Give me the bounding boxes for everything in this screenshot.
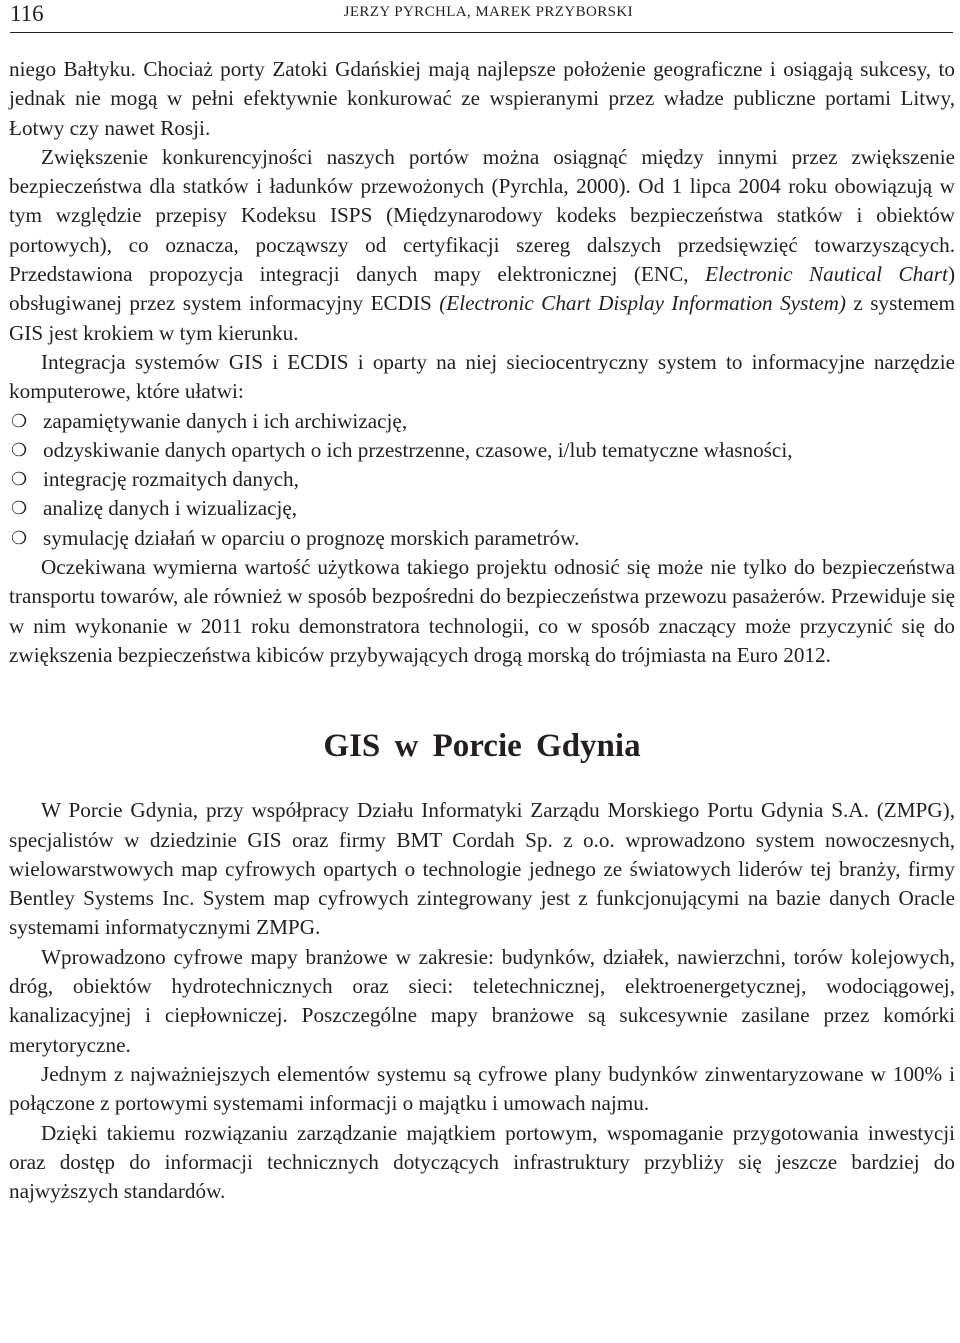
page-header [10, 0, 953, 33]
list-item [9, 465, 955, 494]
paragraph-text: Zwiększenie konkurencyjności naszych portów można osiągnąć między innymi przez zwiększenie bezpieczeństwa dla statków i ładunków przewożonych (Pyrchla, 2000). Od 1 lipca 2004 roku obowiązują w tym względzie przepisy Kodeksu ISPS (Międzynarodowy kodeks bezpieczeństwa statków i obiektów portowych), co oznacza, począwszy od certyfikacji szereg dalszych przedsięwzięć towarzyszących. Przedstawiona propozycja integracji danych mapy elektronicznej (ENC, [9, 144, 955, 287]
feature-list [9, 407, 955, 553]
paragraph-integration: Integracja systemów GIS i ECDIS i oparty na niej sieciocentryczny system to informacyjne narzędzie komputerowe, które ułatwi: [9, 349, 955, 404]
paragraph-gdynia-system: W Porcie Gdynia, przy współpracy Działu Informatyki Zarządu Morskiego Portu Gdynia S.A. (ZMPG), specjalistów w dziedzinie GIS oraz firmy BMT Cordah Sp. z o.o. wprowadzono system nowoczesnych, wielowarstwowych map cyfrowych opartych o technologie jednego ze światowych liderów tej branży, firmy Bentley Systems Inc. System map cyfrowych zintegrowany jest z funkcjonującymi na bazie danych Oracle systemami informatycznymi ZMPG. [9, 798, 955, 940]
list-item-text: integrację rozmaitych danych, [43, 467, 299, 492]
paragraph-building-plans: Jednym z najważniejszych elementów systemu są cyfrowe plany budynków zinwentaryzowane w 100% i połączone z portowymi systemami informacji o majątku i umowach najmu. [9, 1061, 955, 1116]
list-item [9, 494, 955, 523]
list-item-text: analizę danych i wizualizację, [43, 496, 298, 521]
bullet-icon: ❍ [11, 439, 28, 461]
paragraph-text: ) obsługiwanej przez system informacyjny ECDIS [9, 262, 955, 316]
list-item [9, 524, 955, 553]
page-number: 116 [10, 1, 44, 26]
bullet-icon: ❍ [11, 498, 28, 520]
running-head-authors: JERZY PYRCHLA, MAREK PRZYBORSKI [343, 4, 633, 20]
paragraph-competitiveness [9, 143, 955, 348]
paragraph-expected-value: Oczekiwana wymierna wartość użytkowa takiego projektu odnosić się może nie tylko do bezpieczeństwa transportu towarów, ale również w sposób bezpośredni do bezpieczeństwa przewozu pasażerów. Przewiduje się w nim wykonanie w 2011 roku demonstratora technologii, co w sposób znaczący może przyczynić się do zwiększenia bezpieczeństwa kibiców przybywających drogą morską do trójmiasta na Euro 2012. [9, 555, 955, 667]
page-body [9, 55, 955, 1206]
italic-term-ecdis: (Electronic Chart Display Information System) [439, 291, 846, 316]
list-item-text: odzyskiwanie danych opartych o ich przestrzenne, czasowe, i/lub tematyczne własności, [43, 437, 793, 462]
paragraph-text: z systemem GIS jest krokiem w tym kierunku. [9, 291, 955, 345]
paragraph-continuation: niego Bałtyku. Chociaż porty Zatoki Gdańskiej mają najlepsze położenie geograficzne i osiągają sukcesy, to jednak nie mogą w pełni efektywnie konkurować ze wspieranymi przez władze publiczne portami Litwy, Łotwy czy nawet Rosji. [9, 57, 955, 140]
italic-term-enc: Electronic Nautical Chart [705, 262, 948, 287]
list-item-text: zapamiętywanie danych i ich archiwizację, [43, 408, 408, 433]
paragraph-branch-maps: Wprowadzono cyfrowe mapy branżowe w zakresie: budynków, działek, nawierzchni, torów kolejowych, dróg, obiektów hydrotechnicznych oraz sieci: teletechnicznej, elektroenergetycznej, wodociągowej, kanalizacyjnej i ciepłowniczej. Poszczególne mapy branżowe są sukcesywnie zasilane przez komórki merytoryczne. [9, 944, 955, 1057]
bullet-icon: ❍ [11, 410, 28, 432]
list-item [9, 407, 955, 436]
bullet-icon: ❍ [11, 527, 28, 549]
list-item [9, 436, 955, 465]
bullet-icon: ❍ [11, 469, 28, 491]
section-heading: GIS w Porcie Gdynia [323, 728, 641, 765]
paragraph-asset-management: Dzięki takiemu rozwiązaniu zarządzanie majątkiem portowym, wspomaganie przygotowania inwestycji oraz dostęp do informacji technicznych dotyczących infrastruktury przybliży się jeszcze bardziej do najwyższych standardów. [9, 1120, 955, 1204]
list-item-text: symulację działań w oparciu o prognozę morskich parametrów. [43, 525, 580, 550]
